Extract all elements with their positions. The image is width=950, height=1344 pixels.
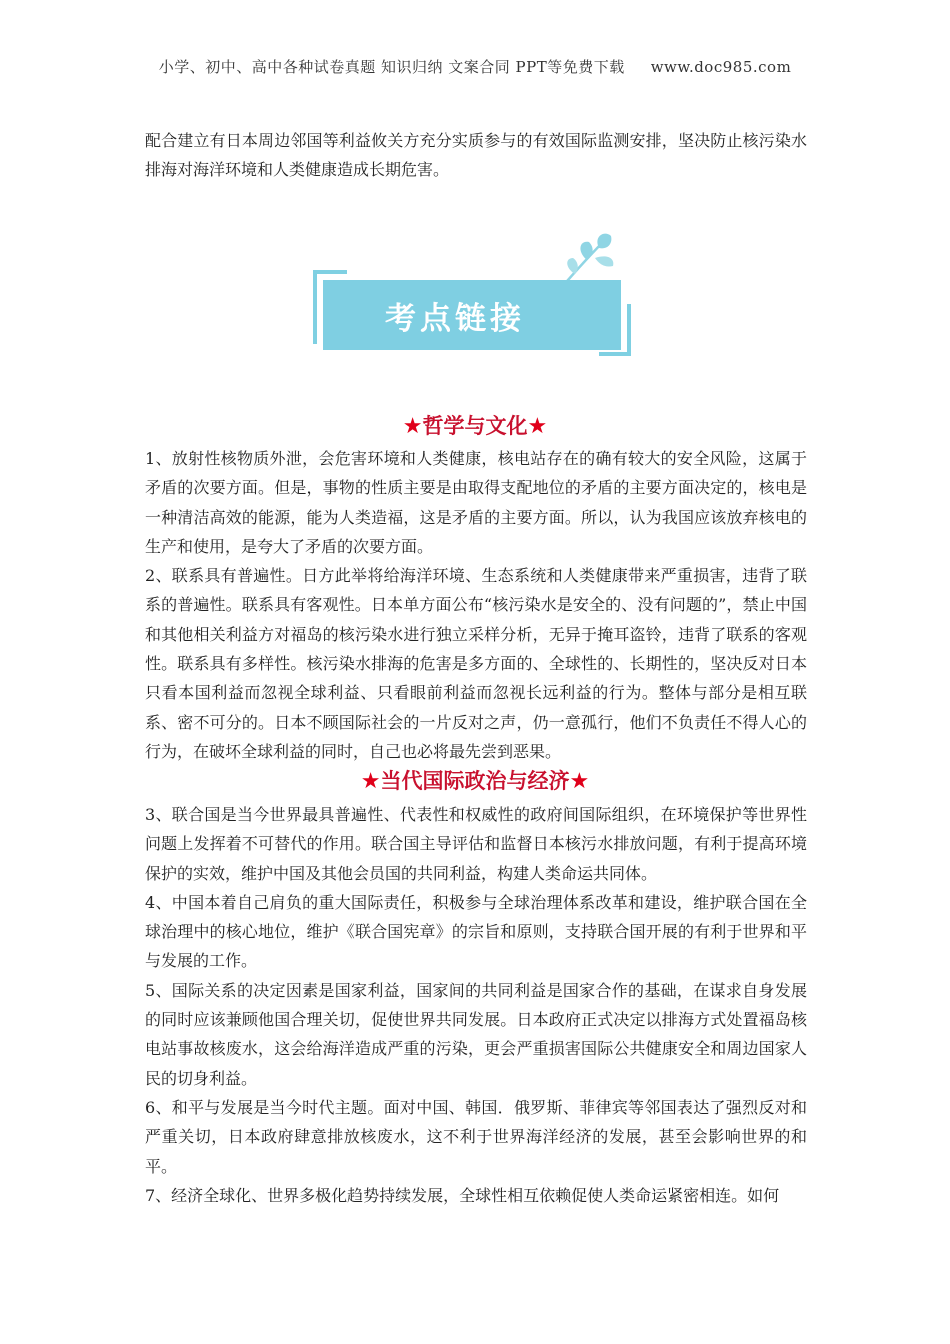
star-icon: ★ <box>569 769 590 794</box>
section-politics-body <box>145 800 807 1210</box>
section-title-text: 当代国际政治与经济 <box>380 769 570 793</box>
paragraph: 7、经济全球化、世界多极化趋势持续发展，全球性相互依赖促使人类命运紧密相连。如何 <box>145 1185 780 1205</box>
paragraph: 2、联系具有普遍性。日方此举将给海洋环境、生态系统和人类健康带来严重损害，违背了联系的普遍性。联系具有客观性。日本单方面公布“核污染水是安全的、没有问题的”，禁止中国和其他相关利益方对福岛的核污染水进行独立采样分析，无异于掩耳盗铃，违背了联系的客观性。联系具有多样性。核污染水排海的危害是多方面的、全球性的、长期性的，坚决反对日本只看本国利益而忽视全球利益、只看眼前利益而忽视长远利益的行为。整体与部分是相互联系、密不可分的。日本不顾国际社会的一片反对之声，仍一意孤行，他们不负责任不得人心的行为，在破坏全球利益的同时，自己也必将最先尝到恶果。 <box>145 566 807 761</box>
paragraph: 3、联合国是当今世界最具普遍性、代表性和权威性的政府间国际组织，在环境保护等世界性问题上发挥着不可替代的作用。联合国主导评估和监督日本核污水排放问题，有利于提高环境保护的实效，维护中国及其他会员国的共同利益，构建人类命运共同体。 <box>145 805 807 883</box>
page-header <box>0 56 950 77</box>
section-banner <box>313 232 633 360</box>
star-icon: ★ <box>402 414 423 439</box>
header-text: 小学、初中、高中各种试卷真题 知识归纳 文案合同 PPT等免费下载 <box>158 58 625 76</box>
section-title-politics <box>0 765 950 795</box>
banner-bracket-bottom-right <box>599 304 631 356</box>
paragraph: 5、国际关系的决定因素是国家利益，国家间的共同利益是国家合作的基础，在谋求自身发展的同时应该兼顾他国合理关切，促使世界共同发展。日本政府正式决定以排海方式处置福岛核电站事故核废水，这会给海洋造成严重的污染，更会严重损害国际公共健康安全和周边国家人民的切身利益。 <box>145 980 807 1088</box>
banner-title: 考点链接 <box>385 300 525 337</box>
paragraph: 6、和平与发展是当今时代主题。面对中国、韩国．俄罗斯、菲律宾等邻国表达了强烈反对和严重关切，日本政府肆意排放核废水，这不利于世界海洋经济的发展，甚至会影响世界的和平。 <box>145 1097 807 1176</box>
banner-box <box>323 280 621 350</box>
intro-paragraph: 配合建立有日本周边邻国等利益攸关方充分实质参与的有效国际监测安排，坚决防止核污染水排海对海洋环境和人类健康造成长期危害。 <box>145 131 807 179</box>
section-title-text: 哲学与文化 <box>422 414 528 438</box>
section-title-philosophy <box>0 410 950 440</box>
section-philosophy-body <box>145 444 807 766</box>
header-site-link[interactable]: www.doc985.com <box>650 58 792 76</box>
star-icon: ★ <box>360 769 381 794</box>
paragraph: 4、中国本着自己肩负的重大国际责任，积极参与全球治理体系改革和建设，维护联合国在全球治理中的核心地位，维护《联合国宪章》的宗旨和原则，支持联合国开展的有利于世界和平与发展的工作。 <box>145 892 807 971</box>
paragraph: 1、放射性核物质外泄，会危害环境和人类健康，核电站存在的确有较大的安全风险，这属于矛盾的次要方面。但是，事物的性质主要是由取得支配地位的矛盾的主要方面决定的，核电是一种清洁高效的能源，能为人类造福，这是矛盾的主要方面。所以，认为我国应该放弃核电的生产和使用，是夸大了矛盾的次要方面。 <box>145 449 807 556</box>
star-icon: ★ <box>527 414 548 439</box>
